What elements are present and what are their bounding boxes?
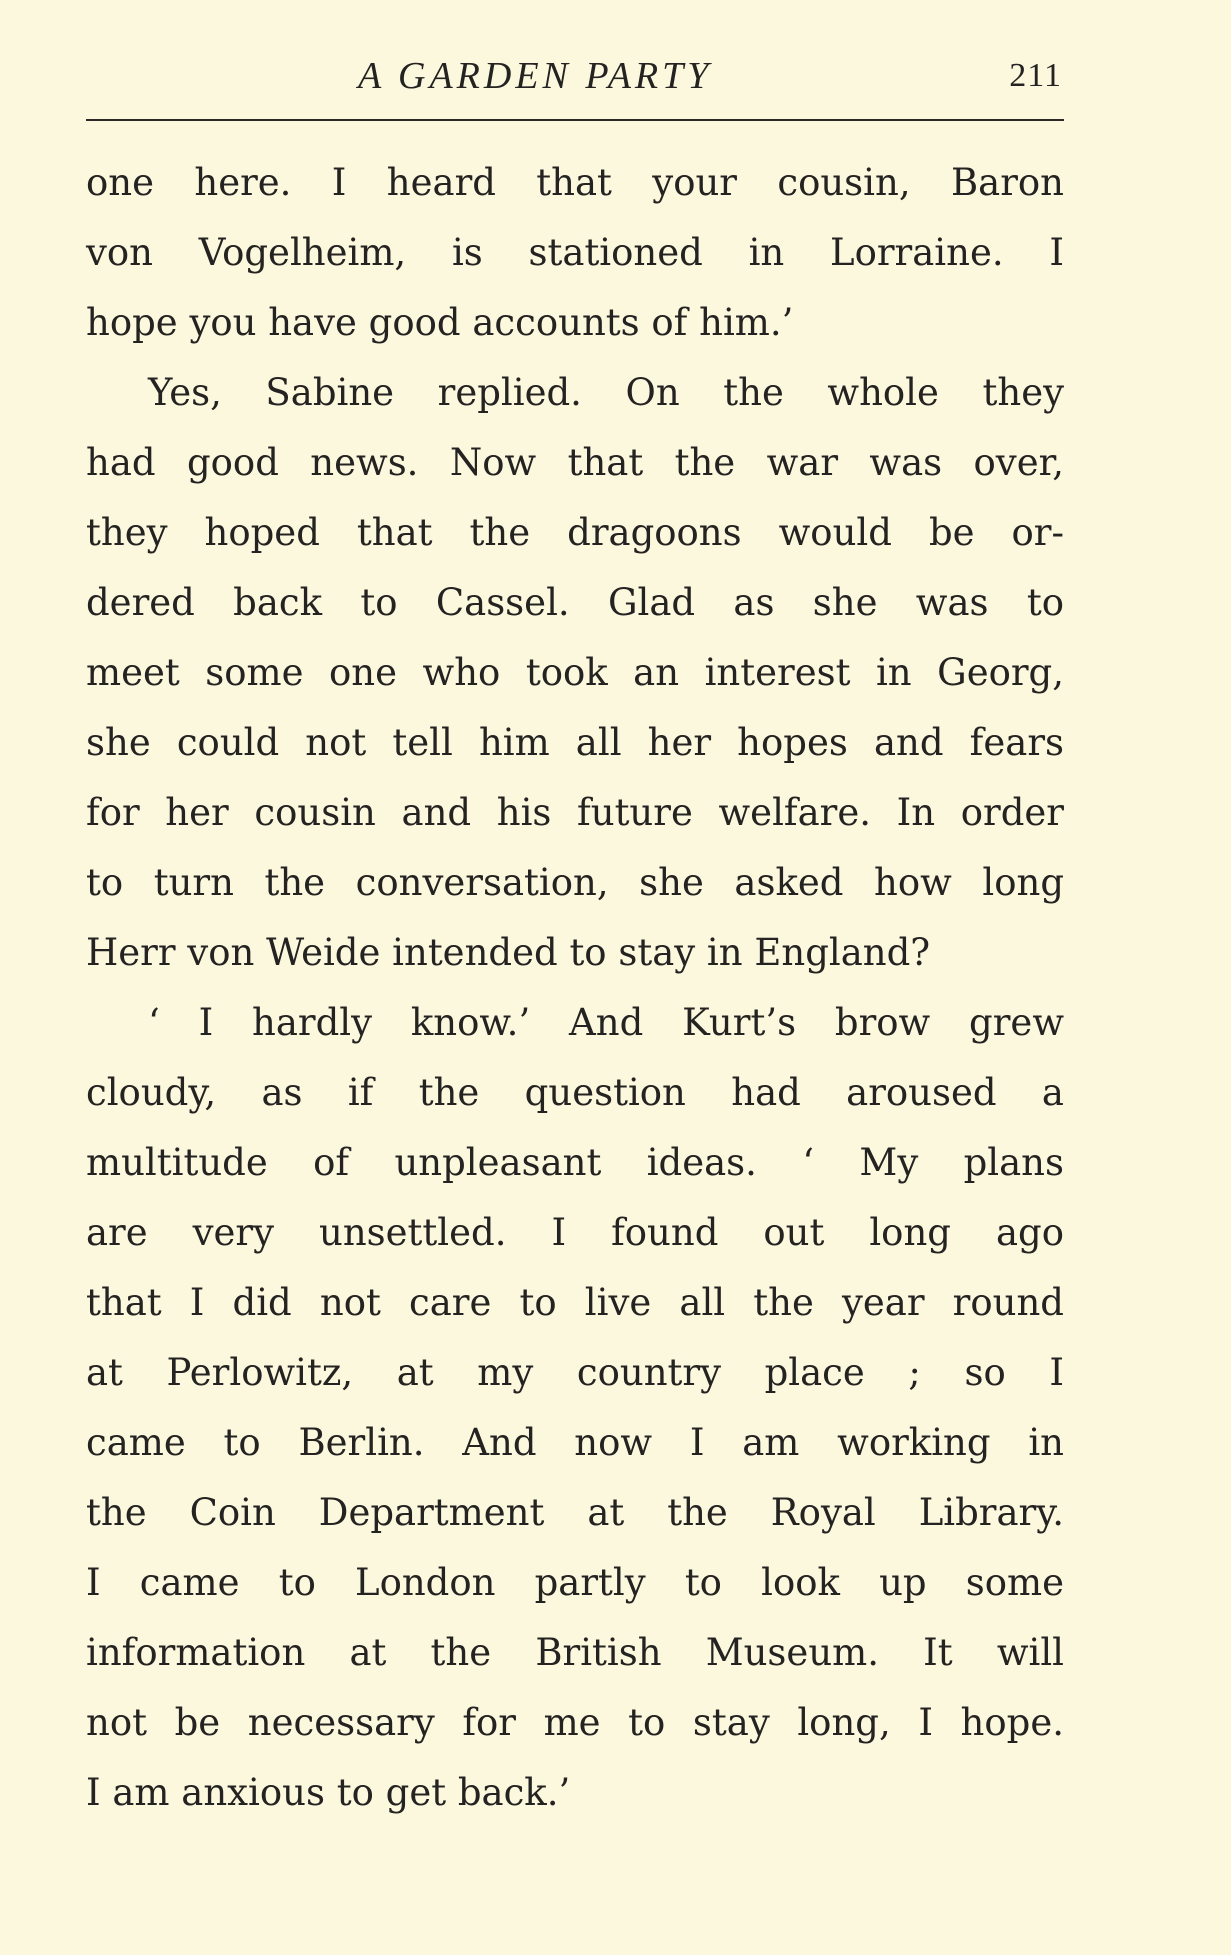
text-line: ‘ I hardly know.’ And Kurt’s brow grew: [148, 1001, 1064, 1044]
text-line: are very unsettled. I found out long ago: [86, 1211, 1064, 1254]
text-line: that I did not care to live all the year round: [86, 1281, 1064, 1324]
text-line: von Vogelheim, is stationed in Lorraine. I: [86, 231, 1064, 274]
text-line: to turn the conversation, she asked how long: [86, 861, 1064, 904]
text-line: at Perlowitz, at my country place ; so I: [86, 1351, 1064, 1394]
text-line: Herr von Weide intended to stay in England?: [86, 931, 931, 974]
text-line: multitude of unpleasant ideas. ‘ My plans: [86, 1141, 1064, 1184]
text-line: meet some one who took an interest in Georg,: [86, 651, 1064, 694]
text-line: information at the British Museum. It will: [86, 1631, 1064, 1674]
text-line: had good news. Now that the war was over,: [86, 441, 1064, 484]
running-head: [86, 48, 1062, 104]
text-line: the Coin Department at the Royal Library.: [86, 1491, 1064, 1534]
text-line: Yes, Sabine replied. On the whole they: [148, 371, 1064, 414]
text-line: not be necessary for me to stay long, I hope.: [86, 1701, 1064, 1744]
header-rule: [86, 119, 1064, 121]
text-line: for her cousin and his future welfare. In order: [86, 791, 1064, 834]
text-line: I came to London partly to look up some: [86, 1561, 1064, 1604]
text-line: one here. I heard that your cousin, Baron: [86, 161, 1064, 204]
text-line: dered back to Cassel. Glad as she was to: [86, 581, 1064, 624]
page-number: 211: [1009, 57, 1062, 94]
text-line: they hoped that the dragoons would be or-: [86, 511, 1064, 554]
text-line: cloudy, as if the question had aroused a: [86, 1071, 1064, 1114]
running-title: A GARDEN PARTY: [358, 55, 713, 97]
text-line: came to Berlin. And now I am working in: [86, 1421, 1064, 1464]
body-text: [86, 148, 1064, 1828]
text-line: she could not tell him all her hopes and fears: [86, 721, 1064, 764]
text-line: I am anxious to get back.’: [86, 1771, 571, 1814]
text-line: hope you have good accounts of him.’: [86, 301, 794, 344]
